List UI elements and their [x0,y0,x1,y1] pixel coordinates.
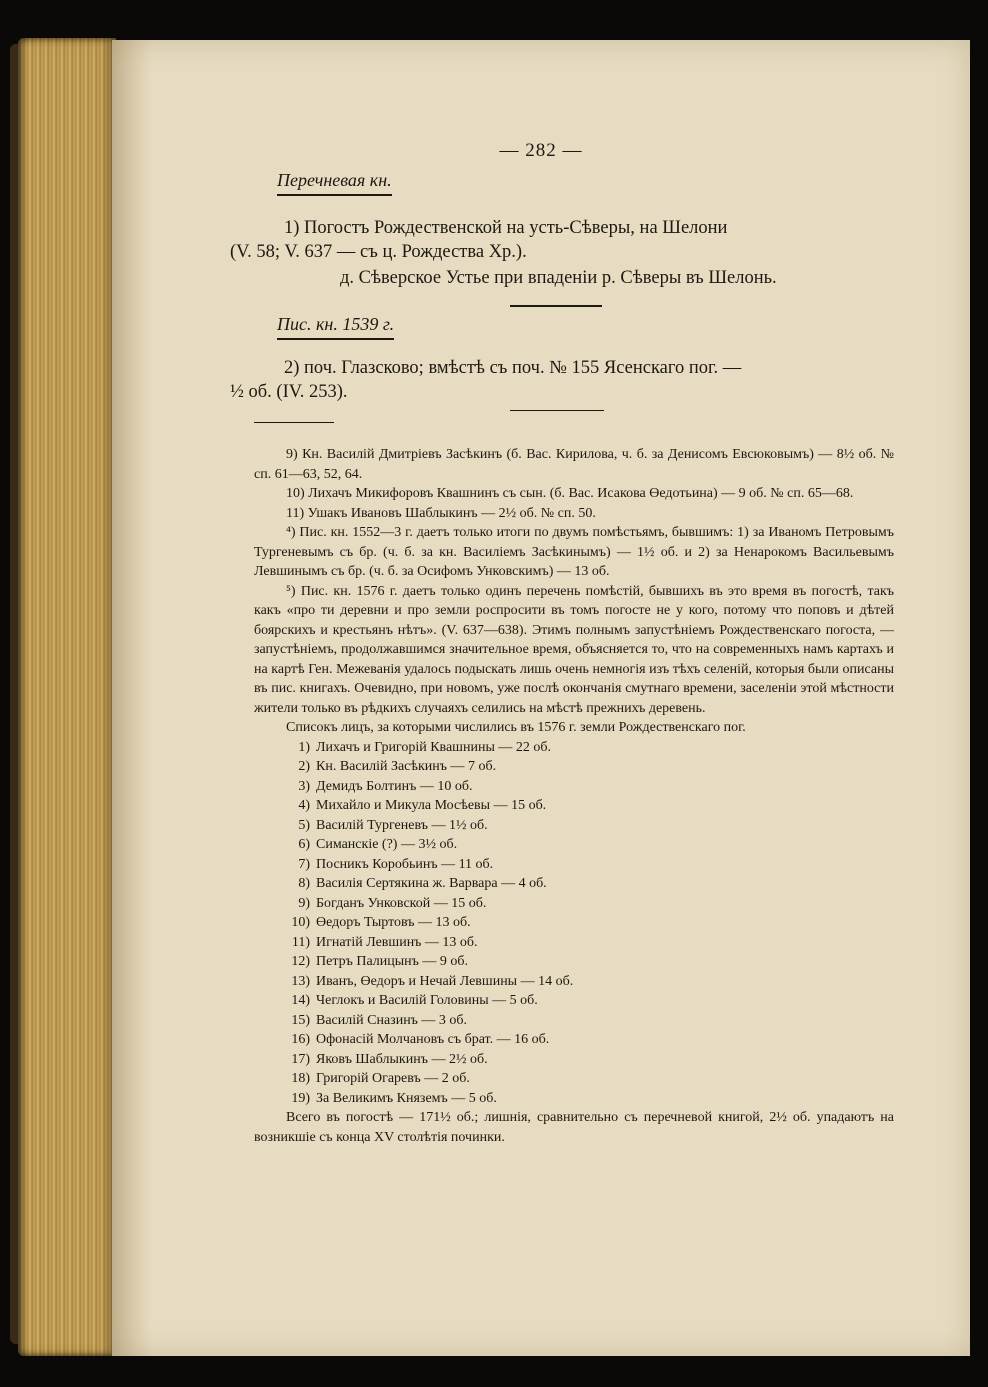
list-item: 3) Демидъ Болтинъ — 10 об. [298,778,473,794]
list-intro: Списокъ лицъ, за которыми числились въ 1576 г. земли Рождественскаго пог. [286,720,746,735]
list-item: 5) Василій Тургеневъ — 1½ об. [298,817,488,833]
list-item: 9) Богданъ Унковской — 15 об. [298,895,487,911]
footnote-divider [254,422,334,423]
list-item: 12) Петръ Палицынъ — 9 об. [291,954,469,969]
section-heading-pis-kn-1539: Пис. кн. 1539 г. [277,314,394,340]
list-item: 10) Өедоръ Тыртовъ — 13 об. [291,915,471,930]
list-item: 18) Григорій Огаревъ — 2 об. [291,1071,470,1086]
list-item: 1) Лихачъ и Григорій Квашнины — 22 об. [298,739,551,755]
body-line: (V. 58; V. 637 — съ ц. Рождества Хр.). [230,242,527,262]
book-page [112,40,970,1356]
estate-list [254,738,894,1109]
page-number: — 282 — [499,140,583,161]
list-item: 19) За Великимъ Княземъ — 5 об. [291,1090,497,1106]
body-line: ½ об. (IV. 253). [230,382,348,402]
footnotes-block [254,445,894,1147]
total-paragraph: Всего въ погостѣ — 171½ об.; лишнія, сравнительно съ перечневой книгой, 2½ об. упадаютъ на возникшіе съ конца XV столѣтія починки. [254,1110,894,1145]
list-item: 7) Посникъ Коробьинъ — 11 об. [298,856,494,872]
list-item: 4) Михайло и Микула Мосѣевы — 15 об. [298,798,547,813]
footnote: 11) Ушакъ Ивановъ Шаблыкинъ — 2½ об. № сп. 50. [286,505,596,521]
body-line: 1) Погостъ Рождественской на усть-Сѣверы, на Шелони [284,218,728,238]
body-line: д. Сѣверское Устье при впаденіи р. Сѣверы въ Шелонь. [340,268,777,288]
footnote: 10) Лихачъ Микифоровъ Квашнинъ съ сын. (б. Вас. Исакова Өедотьина) — 9 об. № сп. 65—68. [286,486,854,501]
book-page-edges [18,38,116,1356]
list-item: 8) Василія Сертякина ж. Варвара — 4 об. [298,876,547,891]
footnote: ⁴) Пис. кн. 1552—3 г. даетъ только итоги по двумъ помѣстьямъ, бывшимъ: 1) за Иваномъ Петровымъ Тургеневымъ съ бр. (ч. б. за кн. Василіемъ Засѣкинымъ) — 1½ об. и 2) за Ненарокомъ Васильевымъ Левшинымъ съ бр. (ч. б. за Осифомъ Унковскимъ) — 13 об. [254,525,894,579]
list-item: 16) Офонасій Молчановъ съ брат. — 16 об. [291,1032,550,1047]
list-item: 6) Симанскіе (?) — 3½ об. [298,837,458,852]
list-item: 17) Яковъ Шаблыкинъ — 2½ об. [291,1051,488,1067]
section-heading-perechnevaya: Перечневая кн. [277,170,392,196]
section-divider [510,410,604,411]
list-item: 2) Кн. Василій Засѣкинъ — 7 об. [298,759,497,774]
section-divider [510,305,602,307]
footnote: ⁵) Пис. кн. 1576 г. даетъ только одинъ перечень помѣстій, бывшихъ въ это время въ погостѣ, такъ какъ «про ти деревни и про земли роспросити въ томъ погосте не у кого, потому что поповъ и дѣтей боярскихъ и крестьянъ нѣтъ». (V. 637—638). Этимъ полнымъ запустѣніемъ Рождественскаго погоста, — запустѣніемъ, продолжавшимся значительное время, объясняется то, что на современныхъ намъ картахъ и на картѣ Ген. Межеванія удалось подыскать лишь очень немногія изъ тѣхъ селеній, которыя были описаны въ пис. книгахъ. Очевидно, при новомъ, уже послѣ окончанія смутнаго времени, заселеніи этой мѣстности жители только въ рѣдкихъ случаяхъ селились на мѣстѣ прежнихъ деревень. [254,583,894,716]
list-item: 11) Игнатій Левшинъ — 13 об. [291,934,478,950]
list-item: 13) Иванъ, Өедоръ и Нечай Левшины — 14 об. [291,973,574,989]
footnote: 9) Кн. Василій Дмитріевъ Засѣкинъ (б. Вас. Кирилова, ч. б. за Денисомъ Евсюковымъ) — 8½ об. № сп. 61—63, 52, 64. [254,447,894,482]
list-item: 15) Василій Сназинъ — 3 об. [291,1012,468,1028]
body-line: 2) поч. Глазсково; вмѣстѣ съ поч. № 155 Ясенскаго пог. — [284,358,742,378]
list-item: 14) Чеглокъ и Василій Головины — 5 об. [291,993,538,1008]
